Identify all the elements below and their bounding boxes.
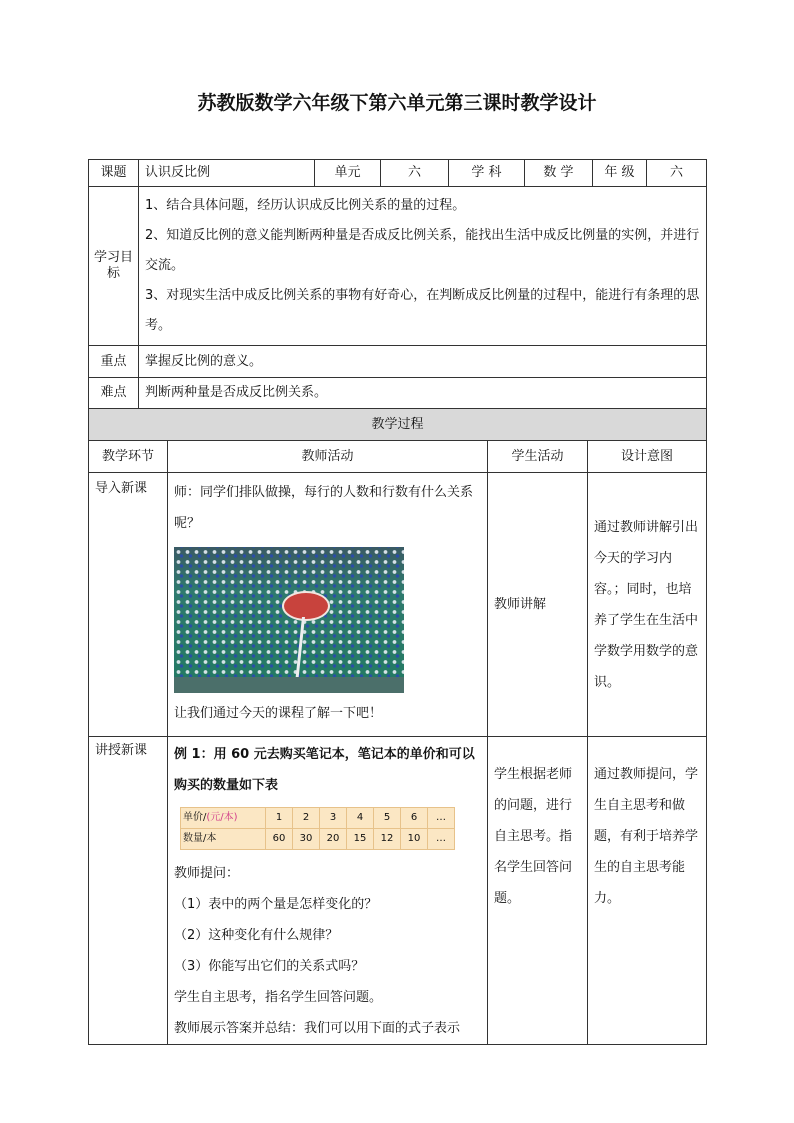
objectives-cell (139, 187, 707, 346)
stage-cell: 讲授新课 (89, 737, 168, 1045)
mini-row-label: 单价/(元/本) (181, 808, 266, 829)
objective-item: 2、知道反比例的意义能判断两种量是否成反比例关系，能找出生活中成反比例量的实例，并进行交流。 (145, 228, 700, 273)
questions-intro: 教师提问： (174, 866, 240, 881)
column-header: 学生活动 (488, 441, 588, 473)
table-row (89, 473, 707, 737)
objective-item: 3、对现实生活中成反比例关系的事物有好奇心，在判断成反比例量的过程中，能进行有条理的思考。 (145, 288, 700, 333)
price-quantity-table: 单价/(元/本) 1 2 3 4 5 6 … 数量/本 60 30 20 15 12 10 … (180, 807, 455, 850)
topic-label: 课题 (89, 160, 139, 187)
process-table (88, 408, 707, 1045)
question-item: （1）表中的两个量是怎样变化的？ (174, 897, 378, 912)
procedure-text: 教师展示答案并总结：我们可以用下面的式子表示 (174, 1021, 461, 1036)
teacher-activity-cell (168, 737, 488, 1045)
exercise-photo (174, 547, 404, 693)
unit-value: 六 (381, 160, 449, 187)
example-statement: 例 1：用 60 元去购买笔记本，笔记本的单价和可以购买的数量如下表 (174, 747, 475, 793)
intent-cell: 通过教师提问，学生自主思考和做题，有利于培养学生的自主思考能力。 (588, 737, 707, 1045)
column-header: 教学环节 (89, 441, 168, 473)
objective-item: 1、结合具体问题，经历认识成反比例关系的量的过程。 (145, 198, 466, 213)
info-table (88, 159, 707, 409)
topic-value: 认识反比例 (139, 160, 315, 187)
objectives-label: 学习目标 (89, 187, 139, 346)
teacher-activity-cell (168, 473, 488, 737)
difficulty-value: 判断两种量是否成反比例关系。 (139, 378, 707, 409)
process-header: 教学过程 (89, 409, 707, 441)
unit-label: 单元 (315, 160, 381, 187)
question-item: （3）你能写出它们的关系式吗？ (174, 959, 365, 974)
subject-label: 学 科 (449, 160, 525, 187)
column-header: 设计意图 (588, 441, 707, 473)
mini-row-label: 数量/本 (181, 829, 266, 850)
teacher-question: 师：同学们排队做操，每行的人数和行数有什么关系呢？ (174, 485, 474, 531)
grade-value: 六 (647, 160, 707, 187)
key-point-value: 掌握反比例的意义。 (139, 346, 707, 378)
student-activity-cell: 教师讲解 (488, 473, 588, 737)
page-title: 苏教版数学六年级下第六单元第三课时教学设计 (197, 92, 597, 114)
question-item: （2）这种变化有什么规律？ (174, 928, 339, 943)
stage-cell: 导入新课 (89, 473, 168, 737)
subject-value: 数 学 (525, 160, 593, 187)
student-activity-cell: 学生根据老师的问题，进行自主思考。指名学生回答问题。 (488, 737, 588, 1045)
grade-label: 年 级 (593, 160, 647, 187)
procedure-text: 学生自主思考，指名学生回答问题。 (174, 990, 383, 1005)
table-row (89, 737, 707, 1045)
teacher-transition: 让我们通过今天的课程了解一下吧！ (174, 706, 383, 721)
difficulty-label: 难点 (89, 378, 139, 409)
intent-cell: 通过教师讲解引出今天的学习内容。；同时，也培养了学生在生活中学数学用数学的意识。 (588, 473, 707, 737)
key-point-label: 重点 (89, 346, 139, 378)
column-header: 教师活动 (168, 441, 488, 473)
